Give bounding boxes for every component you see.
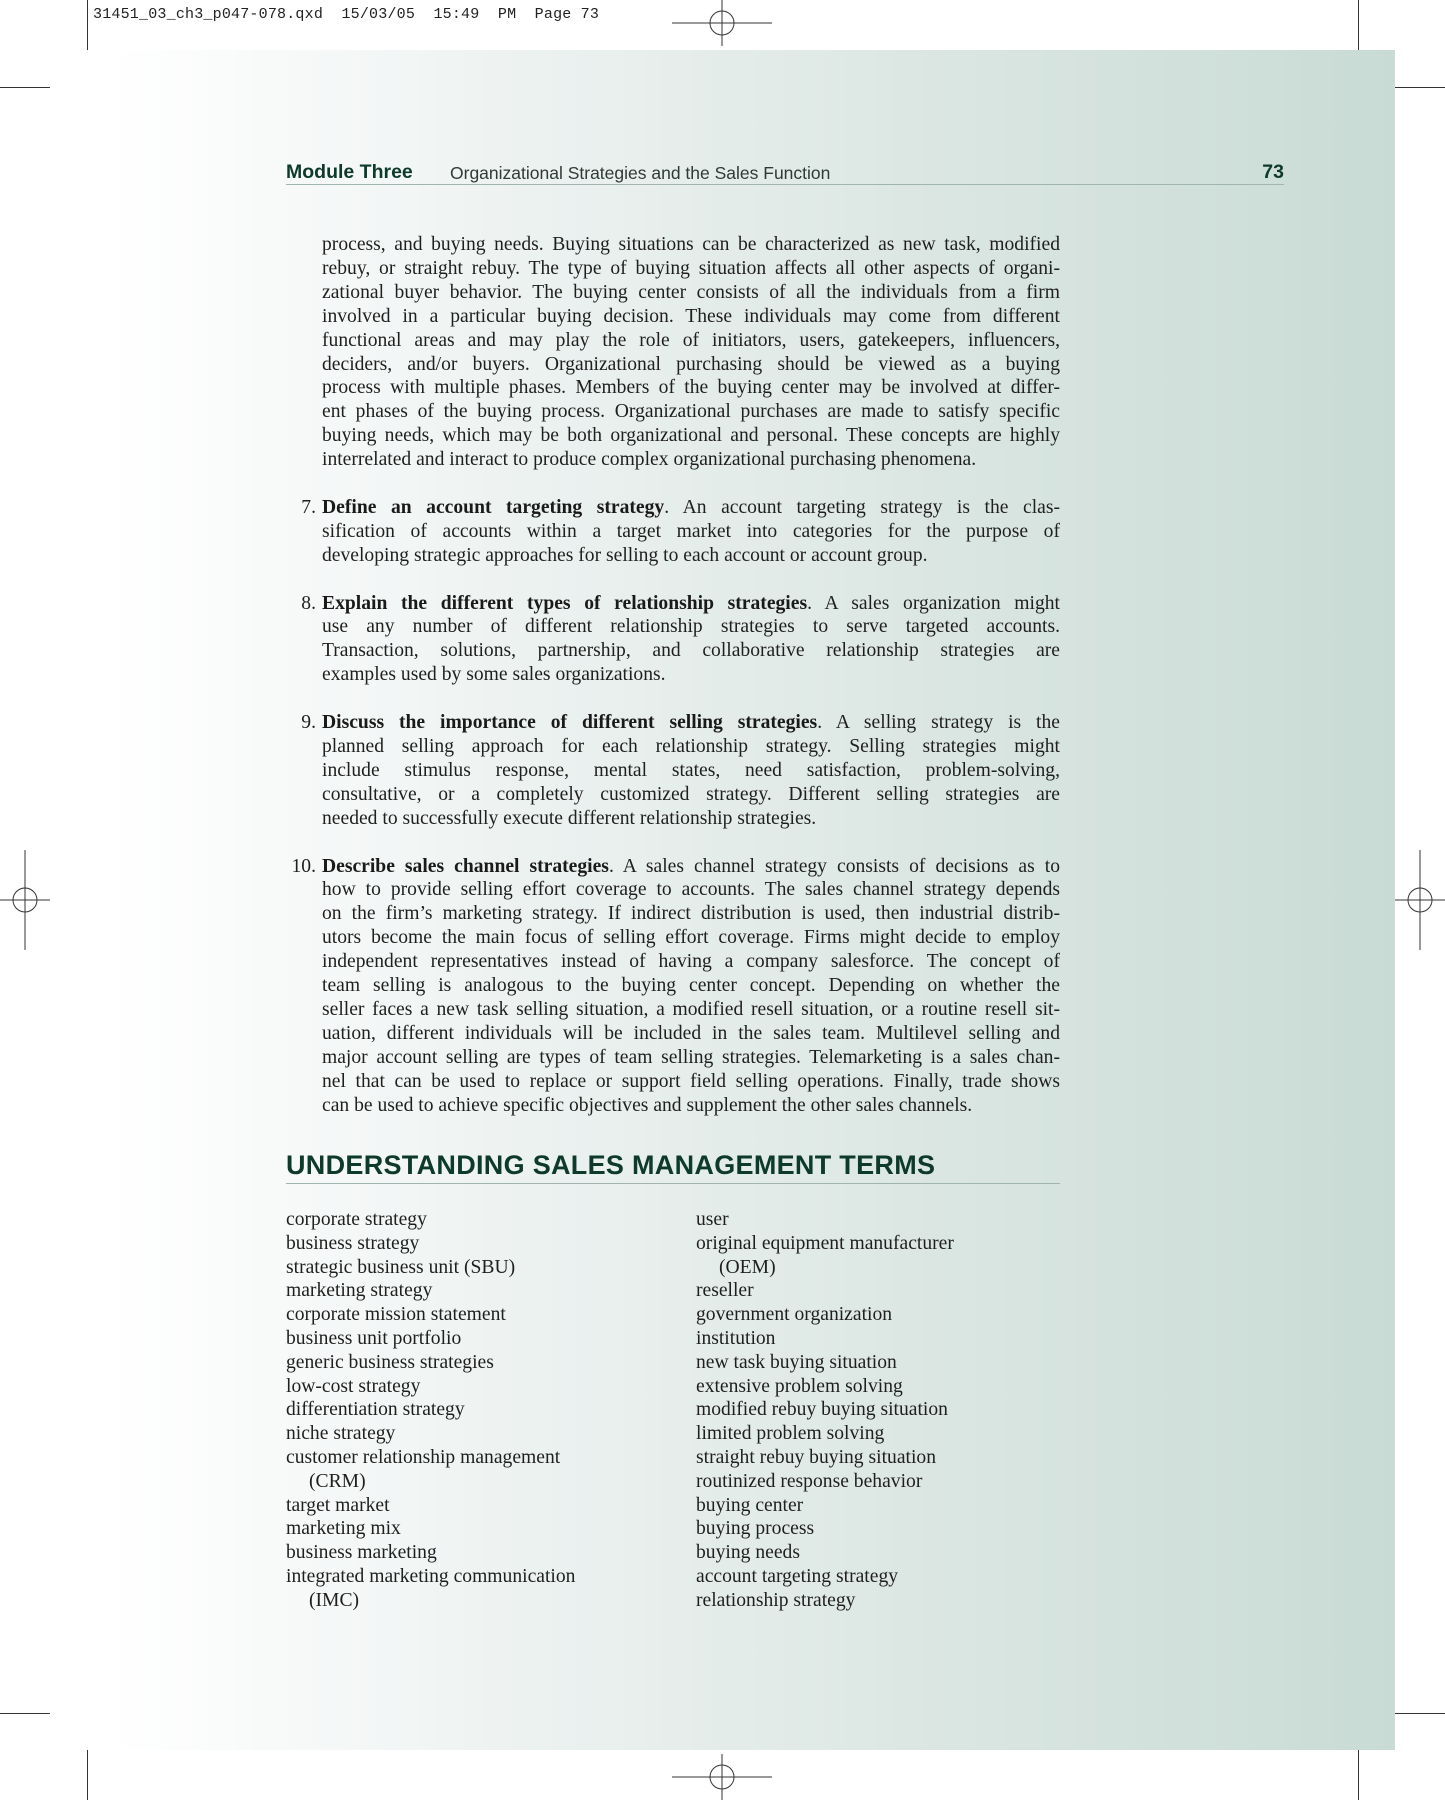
text-line: utors become the main focus of selling effort coverage. Firms might decide to employ [322, 927, 1060, 949]
text-line: use any number of different relationship strategies to serve targeted accounts. [322, 616, 1060, 638]
term-item: integrated marketing communication (IMC) [286, 1565, 686, 1613]
text-line: sification of accounts within a target market into categories for the purpose of [322, 520, 1060, 542]
text-line: interrelated and interact to produce complex organizational purchasing phenomena. [322, 449, 977, 471]
term-item: extensive problem solving [696, 1375, 903, 1397]
item-heading: Define an account targeting strategy [322, 496, 665, 518]
text-line: team selling is analogous to the buying center concept. Depending on whether the [322, 975, 1060, 997]
text-line: rebuy, or straight rebuy. The type of buying situation affects all other aspects of organi- [322, 257, 1060, 279]
text-line: Transaction, solutions, partnership, and collaborative relationship strategies are [322, 640, 1060, 662]
running-head-title: Organizational Strategies and the Sales Function [450, 163, 831, 183]
printer-slug-line: 31451_03_ch3_p047-078.qxd 15/03/05 15:49 PM Page 73 [93, 6, 600, 23]
term-item: relationship strategy [696, 1589, 856, 1611]
term-item: buying process [696, 1518, 815, 1540]
term-continuation: (CRM) [309, 1470, 366, 1492]
text-line: planned selling approach for each relationship strategy. Selling strategies might [322, 735, 1060, 757]
summary-item-8 [301, 592, 1060, 688]
item-number: 8. [301, 592, 316, 614]
registration-mark-icon [672, 1754, 772, 1800]
term-item: niche strategy [286, 1423, 396, 1445]
term-item: user [696, 1209, 729, 1230]
item-first-line: . A sales organization might [807, 592, 1060, 614]
text-line: ent phases of the buying process. Organizational purchases are made to satisfy specific [322, 401, 1060, 423]
summary-item-10 [291, 855, 1060, 1118]
text-line: can be used to achieve specific objectives and supplement the other sales channels. [322, 1094, 973, 1116]
item-number: 9. [301, 712, 316, 734]
term-continuation: (OEM) [719, 1256, 776, 1278]
crop-mark [0, 1713, 50, 1714]
item-number: 7. [301, 496, 316, 518]
term-item: marketing strategy [286, 1280, 433, 1302]
crop-mark [1395, 87, 1445, 88]
term-item: limited problem solving [696, 1423, 885, 1445]
body-text [286, 233, 1060, 1141]
text-line: process with multiple phases. Members of the buying center may be involved at differ- [322, 377, 1060, 399]
term-item: corporate mission statement [286, 1304, 506, 1326]
item-first-line: . An account targeting strategy is the clas- [664, 496, 1060, 518]
term-item: customer relationship management (CRM) [286, 1446, 686, 1494]
term-item: routinized response behavior [696, 1470, 923, 1492]
crop-mark [1395, 1713, 1445, 1714]
text-line: process, and buying needs. Buying situations can be characterized as new task, modified [322, 234, 1060, 255]
section-heading: UNDERSTANDING SALES MANAGEMENT TERMS [286, 1150, 1060, 1184]
term-item: low-cost strategy [286, 1375, 421, 1397]
terms-column-right [696, 1208, 1096, 1613]
text-line: examples used by some sales organizations. [322, 664, 666, 686]
text-line: on the firm’s marketing strategy. If indirect distribution is used, then industrial distrib- [322, 903, 1060, 925]
text-line: major account selling are types of team selling strategies. Telemarketing is a sales chan- [322, 1046, 1060, 1068]
term-item: original equipment manufacturer (OEM) [696, 1232, 1096, 1280]
item-heading: Explain the different types of relationship strategies [322, 592, 808, 614]
item-heading: Describe sales channel strategies [322, 855, 609, 877]
text-line: zational buyer behavior. The buying center consists of all the individuals from a firm [322, 281, 1060, 303]
crop-mark [1358, 1750, 1359, 1800]
term-item: buying center [696, 1494, 804, 1516]
crop-mark [0, 87, 50, 88]
term-item: institution [696, 1327, 776, 1349]
term-item: generic business strategies [286, 1351, 494, 1373]
registration-mark-icon [672, 0, 772, 46]
crop-mark [87, 0, 88, 50]
text-line: functional areas and may play the role of initiators, users, gatekeepers, influencers, [322, 329, 1060, 351]
text-line: developing strategic approaches for selling to each account or account group. [322, 544, 928, 566]
item-number: 10. [291, 855, 316, 877]
term-item: marketing mix [286, 1518, 401, 1540]
item-heading: Discuss the importance of different selling strategies [322, 712, 818, 734]
registration-mark-icon [1395, 850, 1445, 950]
term-item: strategic business unit (SBU) [286, 1256, 516, 1278]
term-item: target market [286, 1494, 390, 1516]
summary-item-9 [301, 711, 1060, 831]
term-item: business marketing [286, 1542, 437, 1564]
term-item: corporate strategy [286, 1209, 427, 1230]
term-item: straight rebuy buying situation [696, 1446, 936, 1468]
terms-column-left [286, 1208, 686, 1613]
running-head-module: Module Three [286, 161, 413, 183]
text-line: needed to successfully execute different relationship strategies. [322, 807, 817, 829]
text-line: uation, different individuals will be included in the sales team. Multilevel selling and [322, 1022, 1060, 1044]
term-item: buying needs [696, 1542, 800, 1564]
term-item: business strategy [286, 1232, 420, 1254]
running-head [286, 160, 1284, 185]
term-continuation: (IMC) [309, 1589, 360, 1611]
page-number: 73 [1262, 161, 1284, 183]
text-line: nel that can be used to replace or support field selling operations. Finally, trade shows [322, 1070, 1060, 1092]
crop-mark [1358, 0, 1359, 50]
text-line: involved in a particular buying decision. These individuals may come from different [322, 305, 1060, 327]
summary-item-7 [301, 496, 1060, 568]
item-first-line: . A sales channel strategy consists of decisions as to [608, 855, 1060, 877]
term-item: reseller [696, 1280, 754, 1302]
text-line: buying needs, which may be both organizational and personal. These concepts are highly [322, 425, 1060, 447]
term-item: account targeting strategy [696, 1565, 899, 1587]
term-item: differentiation strategy [286, 1399, 465, 1421]
term-item: business unit portfolio [286, 1327, 462, 1349]
term-item: new task buying situation [696, 1351, 897, 1373]
term-item: government organization [696, 1304, 893, 1326]
text-line: include stimulus response, mental states, need satisfaction, problem-solving, [322, 759, 1060, 781]
continuation-paragraph [322, 233, 1060, 472]
crop-mark [87, 1750, 88, 1800]
text-line: independent representatives instead of having a company salesforce. The concept of [322, 951, 1060, 973]
text-line: seller faces a new task selling situation, a modified resell situation, or a routine resell sit- [322, 998, 1060, 1020]
text-line: how to provide selling effort coverage to accounts. The sales channel strategy depends [322, 879, 1060, 901]
item-first-line: . A selling strategy is the [817, 712, 1060, 734]
text-line: deciders, and/or buyers. Organizational purchasing should be viewed as a buying [322, 353, 1060, 375]
registration-mark-icon [0, 850, 50, 950]
text-line: consultative, or a completely customized strategy. Different selling strategies are [322, 783, 1060, 805]
term-item: modified rebuy buying situation [696, 1399, 948, 1421]
